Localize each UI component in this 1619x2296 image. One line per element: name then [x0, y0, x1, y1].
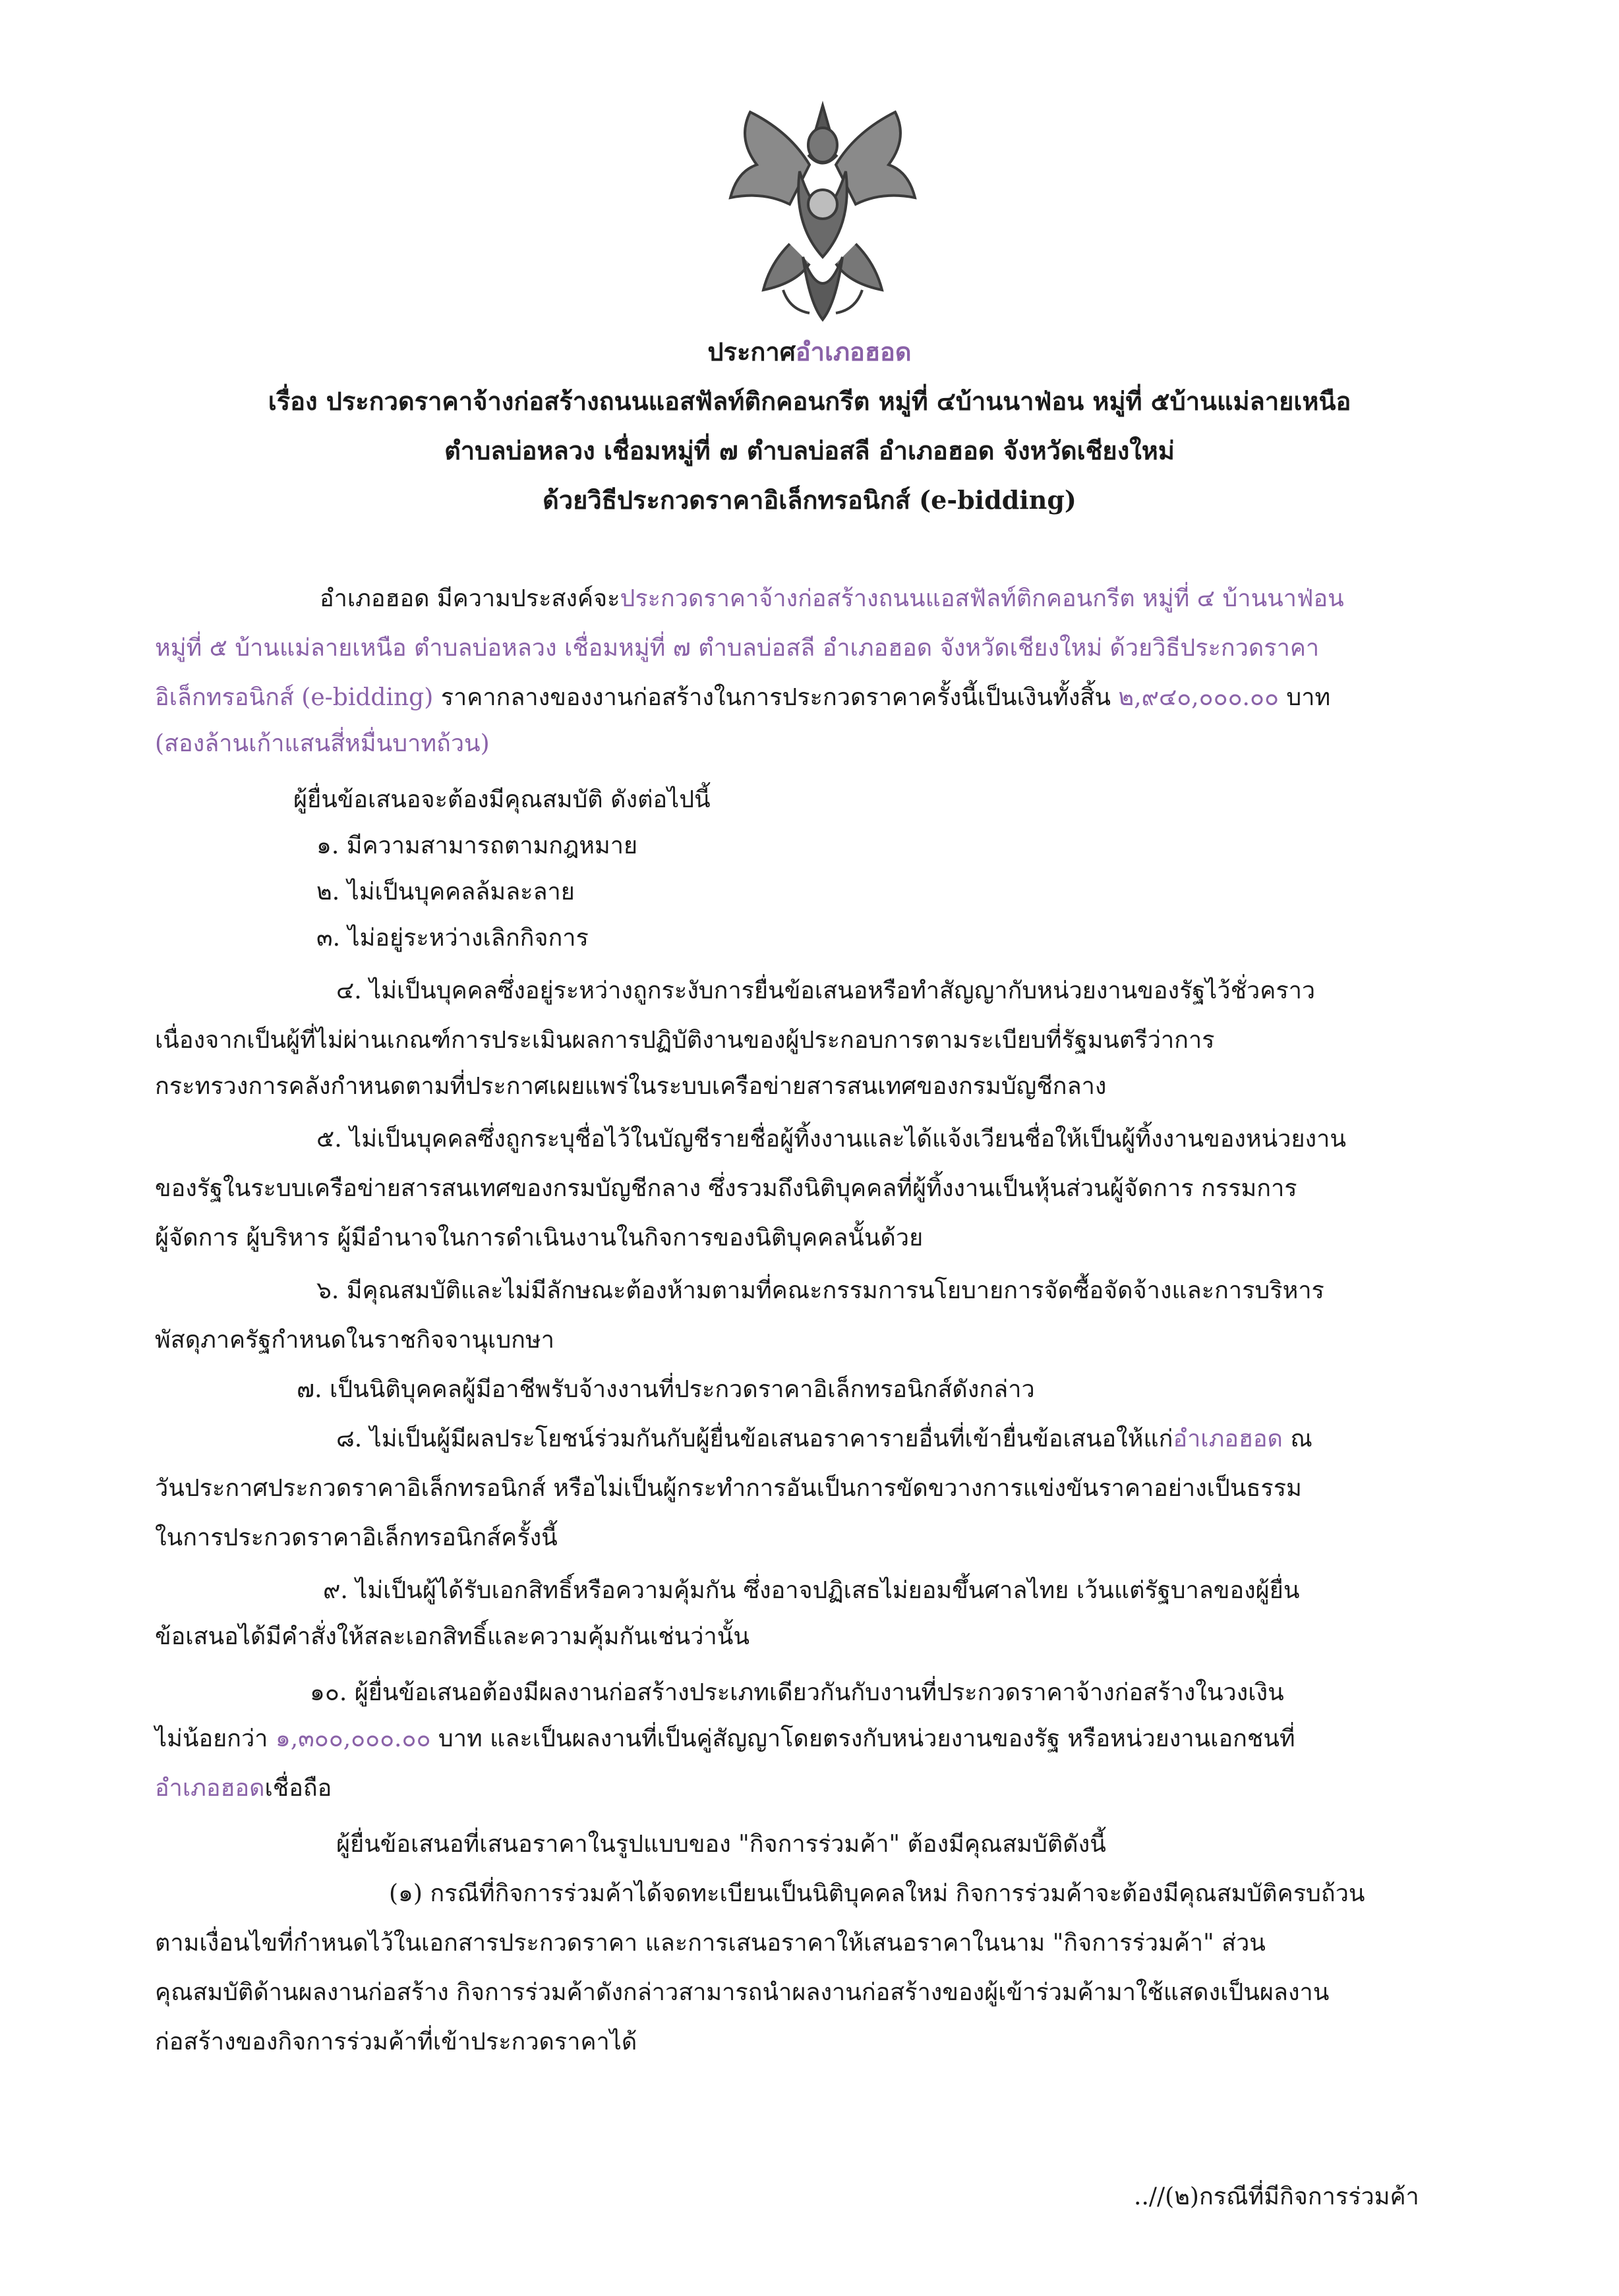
qualification-6-line-2: พัสดุภาครัฐกำหนดในราชกิจจานุเบกษา [155, 1327, 554, 1354]
joint-venture-1-line-3: คุณสมบัติด้านผลงานก่อสร้าง กิจการร่วมค้าดังกล่าวสามารถนำผลงานก่อสร้างของผู้เข้าร่วมค้ามาใช้แสดงเป็นผลงาน [155, 1979, 1330, 2006]
qualification-8-line-1: ๘. ไม่เป็นผู้มีผลประโยชน์ร่วมกันกับผู้ยื่นข้อเสนอราคารายอื่นที่เข้ายื่นข้อเสนอให้แก่อำเภอฮอด ณ [336, 1425, 1312, 1452]
qualification-4-line-2: เนื่องจากเป็นผู้ที่ไม่ผ่านเกณฑ์การประเมินผลการปฏิบัติงานของผู้ประกอบการตามระเบียบที่รัฐมนตรีว่าการ [155, 1027, 1215, 1054]
continuation-note: ..//(๒)กรณีที่มีกิจการร่วมค้า [1134, 2183, 1419, 2210]
qualification-1: ๑. มีความสามารถตามกฎหมาย [316, 832, 638, 859]
joint-venture-1-line-4: ก่อสร้างของกิจการร่วมค้าที่เข้าประกวดราคาได้ [155, 2028, 637, 2055]
qualification-8-line-2: วันประกาศประกวดราคาอิเล็กทรอนิกส์ หรือไม่เป็นผู้กระทำการอันเป็นการขัดขวางการแข่งขันราคาอย่างเป็นธรรม [155, 1475, 1302, 1502]
qualification-4-line-1: ๔. ไม่เป็นบุคคลซึ่งอยู่ระหว่างถูกระงับการยื่นข้อเสนอหรือทำสัญญากับหน่วยงานของรัฐไว้ชั่วคราว [336, 977, 1316, 1004]
subject-line-3: ด้วยวิธีประกวดราคาอิเล็กทรอนิกส์ (e-bidding) [543, 485, 1076, 515]
intro-line-2: หมู่ที่ ๕ บ้านแม่ลายเหนือ ตำบลบ่อหลวง เชื่อมหมู่ที่ ๗ ตำบลบ่อสลี อำเภอฮอด จังหวัดเชียงใหม่ ด้วยวิธีประกวดราคา [155, 635, 1320, 662]
qualification-6-line-1: ๖. มีคุณสมบัติและไม่มีลักษณะต้องห้ามตามที่คณะกรรมการนโยบายการจัดซื้อจัดจ้างและการบริหาร [316, 1277, 1324, 1304]
qualification-9-line-2: ข้อเสนอได้มีคำสั่งให้สละเอกสิทธิ์และความคุ้มกันเช่นว่านั้น [155, 1623, 750, 1650]
joint-venture-1-line-2: ตามเงื่อนไขที่กำหนดไว้ในเอกสารประกวดราคา และการเสนอราคาให้เสนอราคาในนาม "กิจการร่วมค้า" ส่วน [155, 1930, 1266, 1957]
qualification-3: ๓. ไม่อยู่ระหว่างเลิกกิจการ [316, 925, 589, 952]
qualification-8-line-3: ในการประกวดราคาอิเล็กทรอนิกส์ครั้งนี้ [155, 1524, 558, 1551]
intro-line-3: อิเล็กทรอนิกส์ (e-bidding) ราคากลางของงานก่อสร้างในการประกวดราคาครั้งนี้เป็นเงินทั้งสิ้น ๒,๙๔๐,๐๐๐.๐๐ บาท [155, 684, 1331, 711]
joint-venture-heading: ผู้ยื่นข้อเสนอที่เสนอราคาในรูปแบบของ "กิจการร่วมค้า" ต้องมีคุณสมบัติดังนี้ [336, 1831, 1106, 1858]
subject-line-2: ตำบลบ่อหลวง เชื่อมหมู่ที่ ๗ ตำบลบ่อสลี อำเภอฮอด จังหวัดเชียงใหม่ [444, 436, 1175, 465]
qualification-2: ๒. ไม่เป็นบุคคลล้มละลาย [316, 878, 575, 905]
qualification-7: ๗. เป็นนิติบุคคลผู้มีอาชีพรับจ้างงานที่ประกวดราคาอิเล็กทรอนิกส์ดังกล่าว [297, 1376, 1035, 1403]
announcement-title: ประกาศอำเภอฮอด [707, 337, 912, 366]
qualification-10-line-2: ไม่น้อยกว่า ๑,๓๐๐,๐๐๐.๐๐ บาท และเป็นผลงานที่เป็นคู่สัญญาโดยตรงกับหน่วยงานของรัฐ หรือหน่วยงานเอกชนที่ [155, 1725, 1295, 1752]
qualification-5-line-3: ผู้จัดการ ผู้บริหาร ผู้มีอำนาจในการดำเนินงานในกิจการของนิติบุคคลนั้นด้วย [155, 1224, 924, 1251]
qualification-heading: ผู้ยื่นข้อเสนอจะต้องมีคุณสมบัติ ดังต่อไปนี้ [293, 786, 711, 813]
garuda-emblem-icon [711, 92, 935, 330]
subject-line-1: เรื่อง ประกวดราคาจ้างก่อสร้างถนนแอสฟัลท์ติกคอนกรีต หมู่ที่ ๔บ้านนาฟ่อน หมู่ที่ ๕บ้านแม่ลายเหนือ [268, 386, 1351, 416]
joint-venture-1-line-1: (๑) กรณีที่กิจการร่วมค้าได้จดทะเบียนเป็นนิติบุคคลใหม่ กิจการร่วมค้าจะต้องมีคุณสมบัติครบถ้วน [389, 1880, 1365, 1907]
qualification-4-line-3: กระทรวงการคลังกำหนดตามที่ประกาศเผยแพร่ในระบบเครือข่ายสารสนเทศของกรมบัญชีกลาง [155, 1073, 1107, 1100]
qualification-10-line-3: อำเภอฮอดเชื่อถือ [155, 1775, 332, 1802]
qualification-5-line-1: ๕. ไม่เป็นบุคคลซึ่งถูกระบุชื่อไว้ในบัญชีรายชื่อผู้ทิ้งงานและได้แจ้งเวียนชื่อให้เป็นผู้ทิ้งงานของหน่วยงาน [316, 1126, 1346, 1153]
qualification-5-line-2: ของรัฐในระบบเครือข่ายสารสนเทศของกรมบัญชีกลาง ซึ่งรวมถึงนิติบุคคลที่ผู้ทิ้งงานเป็นหุ้นส่วนผู้จัดการ กรรมการ [155, 1175, 1297, 1202]
qualification-10-line-1: ๑๐. ผู้ยื่นข้อเสนอต้องมีผลงานก่อสร้างประเภทเดียวกันกับงานที่ประกวดราคาจ้างก่อสร้างในวงเงิน [310, 1679, 1284, 1706]
qualification-9-line-1: ๙. ไม่เป็นผู้ได้รับเอกสิทธิ์หรือความคุ้มกัน ซึ่งอาจปฏิเสธไม่ยอมขึ้นศาลไทย เว้นแต่รัฐบาลของผู้ยื่น [323, 1577, 1300, 1604]
intro-line-4: (สองล้านเก้าแสนสี่หมื่นบาทถ้วน) [155, 730, 490, 757]
intro-line-1: อำเภอฮอด มีความประสงค์จะประกวดราคาจ้างก่อสร้างถนนแอสฟัลท์ติกคอนกรีต หมู่ที่ ๔ บ้านนาฟ่อน [320, 585, 1344, 612]
